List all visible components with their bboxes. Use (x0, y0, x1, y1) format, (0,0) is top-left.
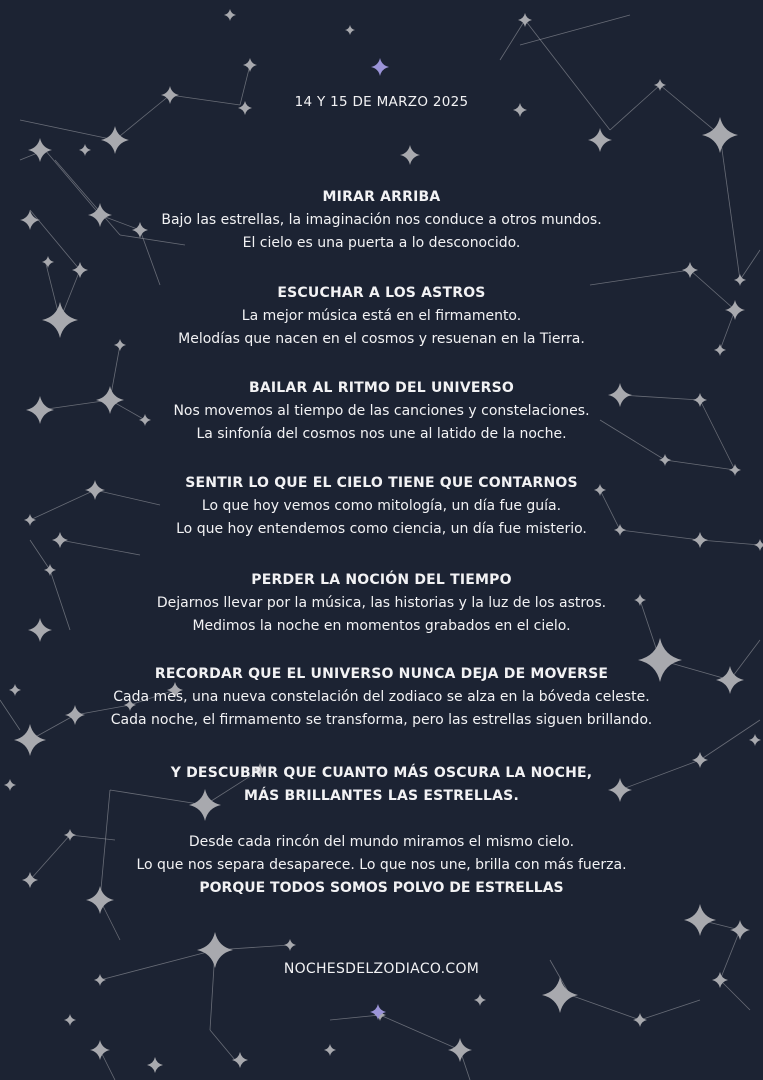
section-bailar (40, 377, 723, 446)
section-mirar-arriba (40, 186, 723, 255)
event-date: 14 Y 15 DE MARZO 2025 (294, 94, 469, 110)
section-title: MIRAR ARRIBA (322, 189, 441, 205)
highlight-line: MÁS BRILLANTES LAS ESTRELLAS. (244, 788, 519, 804)
section-line: La sinfonía del cosmos nos une al latido de la noche. (196, 426, 567, 442)
section-sentir (40, 472, 723, 541)
section-recordar (40, 663, 723, 732)
section-line: La mejor música está en el firmamento. (241, 308, 522, 324)
section-line: El cielo es una puerta a lo desconocido. (242, 235, 521, 251)
section-perder (40, 569, 723, 638)
section-line: Medimos la noche en momentos grabados en el cielo. (192, 618, 571, 634)
section-escuchar (40, 282, 723, 351)
section-line: Nos movemos al tiempo de las canciones y constelaciones. (173, 403, 590, 419)
section-line: Lo que hoy vemos como mitología, un día fue guía. (201, 498, 562, 514)
website-link[interactable]: NOCHESDELZODIACO.COM (283, 961, 480, 977)
highlight-line: Y DESCUBRIR QUE CUANTO MÁS OSCURA LA NOCHE, (170, 765, 593, 781)
section-title: RECORDAR QUE EL UNIVERSO NUNCA DEJA DE MOVERSE (154, 666, 609, 682)
section-line: Lo que hoy entendemos como ciencia, un día fue misterio. (176, 521, 587, 537)
section-title: PERDER LA NOCIÓN DEL TIEMPO (251, 572, 512, 588)
section-line: Bajo las estrellas, la imaginación nos conduce a otros mundos. (161, 212, 602, 228)
section-line: Cada noche, el firmamento se transforma, pero las estrellas siguen brillando. (110, 712, 653, 728)
highlight-block (40, 762, 723, 808)
section-line: Cada mes, una nueva constelación del zodiaco se alza en la bóveda celeste. (113, 689, 650, 705)
section-title: BAILAR AL RITMO DEL UNIVERSO (248, 380, 515, 396)
section-title: SENTIR LO QUE EL CIELO TIENE QUE CONTARNOS (185, 475, 578, 491)
closing-block (40, 831, 723, 900)
section-title: ESCUCHAR A LOS ASTROS (277, 285, 486, 301)
closing-final: PORQUE TODOS SOMOS POLVO DE ESTRELLAS (199, 880, 564, 896)
section-line: Dejarnos llevar por la música, las historias y la luz de los astros. (156, 595, 607, 611)
closing-line: Lo que nos separa desaparece. Lo que nos une, brilla con más fuerza. (136, 857, 627, 873)
section-line: Melodías que nacen en el cosmos y resuenan en la Tierra. (178, 331, 585, 347)
closing-line: Desde cada rincón del mundo miramos el mismo cielo. (188, 834, 575, 850)
